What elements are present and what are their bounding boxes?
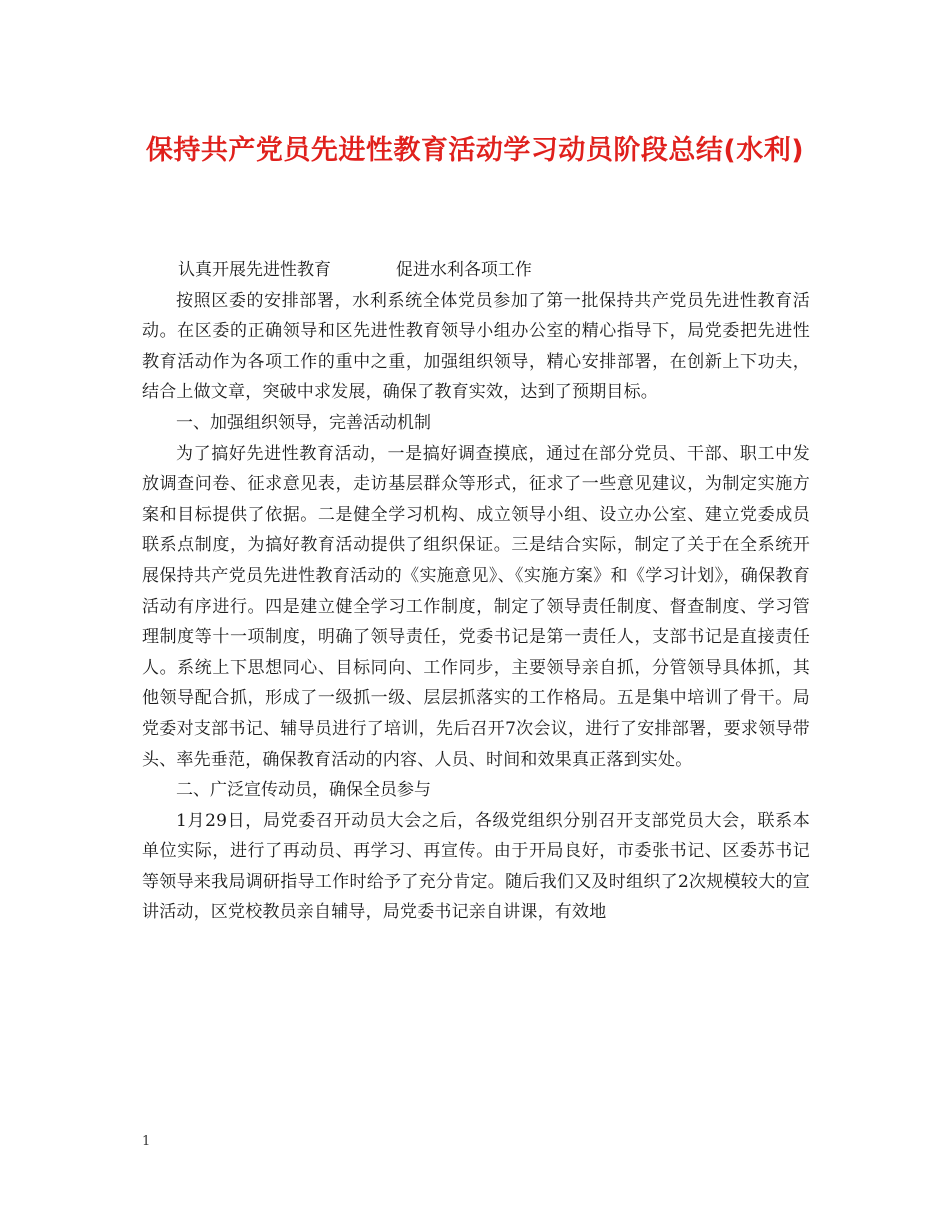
section-heading-2: 二、广泛宣传动员，确保全员参与 [176,780,431,801]
document-subtitle: 认真开展先进性教育 促进水利各项工作 [178,260,532,280]
document-title: 保持共产党员先进性教育活动学习动员阶段总结(水利) [145,135,805,166]
paragraph-section-2: 1月29日，局党委召开动员大会之后，各级党组织分别召开支部党员大会，联系本单位实际，进行了再动员、再学习、再宣传。由于开局良好，市委张书记、区委苏书记等领导来我局调研指导工作时给予了充分肯定。随后我们又及时组织了2次规模较大的宣讲活动，区党校教员亲自辅导，局党委书记亲自讲课，有效地 [142,810,810,923]
paragraph-section-1: 为了搞好先进性教育活动，一是搞好调查摸底，通过在部分党员、干部、职工中发放调查问卷、征求意见表，走访基层群众等形式，征求了一些意见建议，为制定实施方案和目标提供了依据。二是健全学习机构、成立领导小组、设立办公室、建立党委成员联系点制度，为搞好教育活动提供了组织保证。三是结合实际，制定了关于在全系统开展保持共产党员先进性教育活动的《实施意见》、《实施方案》和《学习计划》，确保教育活动有序进行。四是建立健全学习工作制度，制定了领导责任制度、督查制度、学习管理制度等十一项制度，明确了领导责任，党委书记是第一责任人，支部书记是直接责任人。系统上下思想同心、目标同向、工作同步，主要领导亲自抓，分管领导具体抓，其他领导配合抓，形成了一级抓一级、层层抓落实的工作格局。五是集中培训了骨干。局党委对支部书记、辅导员进行了培训，先后召开7次会议，进行了安排部署，要求领导带头、率先垂范，确保教育活动的内容、人员、时间和效果真正落到实处。 [142,443,810,770]
document-body [142,255,810,928]
section-heading-1: 一、加强组织领导，完善活动机制 [176,412,431,433]
page-number: 1 [142,1134,151,1149]
paragraph-intro: 按照区委的安排部署，水利系统全体党员参加了第一批保持共产党员先进性教育活动。在区委的正确领导和区先进性教育领导小组办公室的精心指导下，局党委把先进性教育活动作为各项工作的重中之重，加强组织领导，精心安排部署，在创新上下功夫，结合上做文章，突破中求发展，确保了教育实效，达到了预期目标。 [142,290,810,403]
